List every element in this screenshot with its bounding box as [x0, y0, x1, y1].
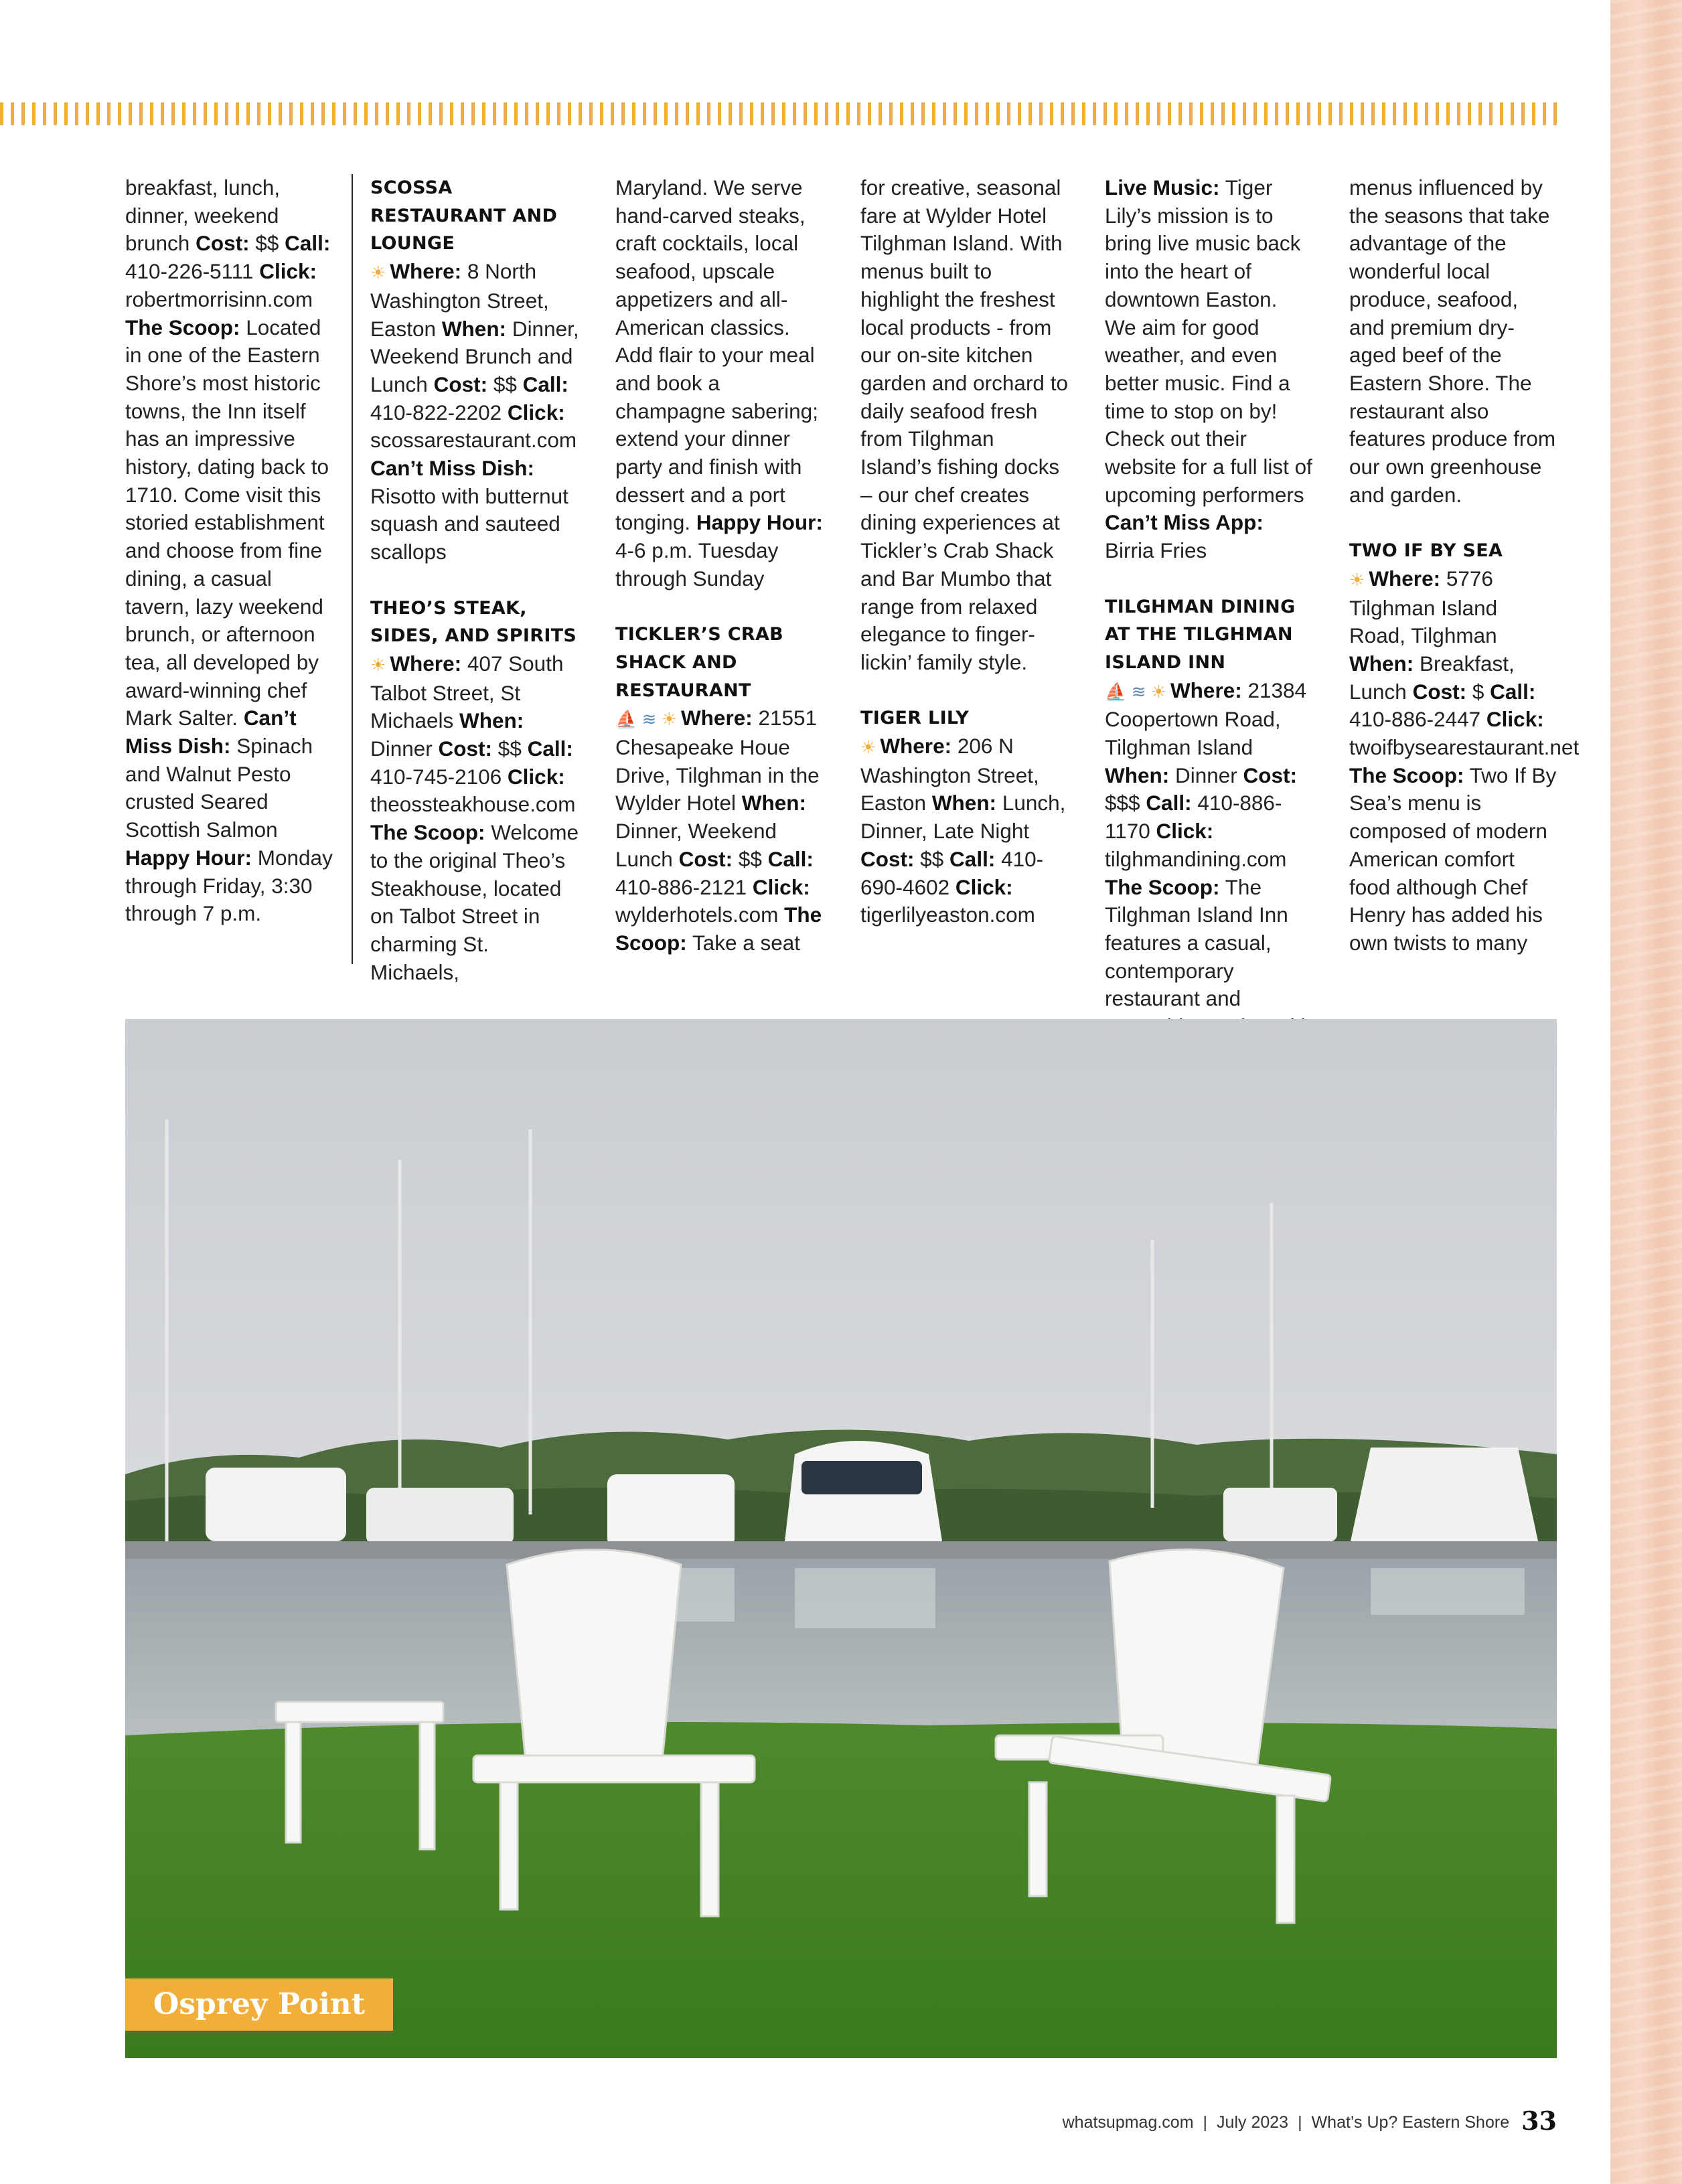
- sailboat-icon: ⛵: [1105, 681, 1127, 702]
- page-footer: [870, 2106, 1557, 2136]
- dock: [125, 1541, 1557, 1559]
- column-6: [1349, 174, 1580, 964]
- column-2: [352, 174, 579, 984]
- tilghman-dining-continued: menus influenced by the seasons that take advantage of the wonderful local produce, seafood, and premium dry-aged beef of the Eastern Shore. The restaurant also features produce from our own greenhouse and garden.: [1349, 175, 1556, 507]
- sailboat-icon: ⛵: [615, 709, 637, 730]
- tiger-lily-continued: Live Music: Tiger Lily’s mission is to bring live music back into the heart of downtown Easton. We aim for good weather, and even better music. Find a time to stop on by! Check out their website for a full list of upcoming performers Can’t Miss App: Birria Fries: [1105, 175, 1312, 563]
- waves-icon: ≋: [641, 709, 657, 730]
- sun-icon: ☀: [661, 709, 677, 730]
- listing-title-tilghman-dining: TILGHMAN DINING AT THE TILGHMAN ISLAND INN: [1105, 596, 1296, 673]
- footer-site: whatsupmag.com: [1062, 2113, 1194, 2132]
- scossa-details: ☀ Where: 8 North Washington Street, Easton When: Dinner, Weekend Brunch and Lunch Cost: $$ Call: 410-822-2202 Click: scossarestaurant.com Can’t Miss Dish: Risotto with butternut squash and sauteed scallops: [370, 259, 579, 564]
- two-if-by-sea-details: ☀ Where: 5776 Tilghman Island Road, Tilghman When: Breakfast, Lunch Cost: $ Call: 410-886-2447 Click: twoifbysearestaurant.net The Scoop: Two If By Sea’s menu is composed of modern American comfort food although Chef Henry has added his own twists to many: [1349, 566, 1580, 955]
- marina-illustration: [125, 1019, 1557, 2058]
- photo-caption: Osprey Point: [125, 1978, 393, 2031]
- footer-issue: July 2023: [1217, 2113, 1289, 2132]
- theos-details: ☀ Where: 407 South Talbot Street, St Michaels When: Dinner Cost: $$ Call: 410-745-2106 Click: theossteakhouse.com The Scoop: Welcome to the original Theo’s Steakhouse, located on Talbot Street in charming St. Michaels,: [370, 651, 579, 984]
- ticklers-details: ⛵ ≋ ☀ Where: 21551 Chesapeake Houe Drive, Tilghman in the Wylder Hotel When: Dinner, Weekend Lunch Cost: $$ Call: 410-886-2121 Click: wylderhotels.com The Scoop: Take a seat: [615, 706, 822, 955]
- icon-group: [1105, 682, 1166, 702]
- ticklers-continued: for creative, seasonal fare at Wylder Hotel Tilghman Island. With menus built to highlight the freshest local products - from our on-site kitchen garden and orchard to daily seafood fresh from Tilghman Island’s fishing docks – our chef creates dining experiences at Tickler’s Crab Shack and Bar Mumbo that range from relaxed elegance to finger-lickin’ family style.: [860, 175, 1068, 674]
- page-number: 33: [1521, 2106, 1557, 2136]
- footer-magazine: What’s Up? Eastern Shore: [1311, 2113, 1510, 2132]
- column-3: [615, 174, 824, 964]
- footer-separator: |: [1298, 2113, 1302, 2132]
- listing-title-two-if-by-sea: TWO IF BY SEA: [1349, 540, 1503, 562]
- stucco-edge-texture: [1610, 0, 1682, 2184]
- footer-separator: |: [1203, 2113, 1208, 2132]
- column-4: [860, 174, 1069, 964]
- tilghman-dining-details: ⛵ ≋ ☀ Where: 21384 Coopertown Road, Tilghman Island When: Dinner Cost: $$$ Call: 410-886-1170 Click: tilghmandining.com The Scoop: The Tilghman Island Inn features a casual, contemporary restaurant and: [1105, 678, 1307, 1011]
- sun-icon: ☀: [860, 737, 876, 758]
- listing-columns: [125, 174, 1580, 1011]
- listing-title-tiger-lily: TIGER LILY: [860, 708, 970, 729]
- listing-title-ticklers: TICKLER’S CRAB SHACK AND RESTAURANT: [615, 624, 784, 701]
- marina-photo: [125, 1019, 1557, 2058]
- sun-icon: ☀: [1349, 569, 1365, 590]
- waves-icon: ≋: [1131, 681, 1146, 702]
- decorative-dash-rule: [0, 102, 1560, 125]
- sun-icon: ☀: [370, 262, 386, 283]
- icon-group: [615, 709, 677, 729]
- column-5: [1105, 174, 1314, 1011]
- robert-morris-inn-details: breakfast, lunch, dinner, weekend brunch Cost: $$ Call: 410-226-5111 Click: robertmorrisinn.com The Scoop: Located in one of the Eastern Shore’s most historic towns, the Inn itself has an impressive history, dating back to 1710. Come visit this storied establishment and choose from fine dining, a casual tavern, lazy weekend brunch, or afternoon tea, all developed by award-winning chef Mark Salter. Can’t Miss Dish: Spinach and Walnut Pesto crusted Seared Scottish Salmon Happy Hour: Monday through Friday, 3:30 through 7 p.m.: [125, 175, 333, 926]
- sun-icon: ☀: [1150, 681, 1166, 702]
- tiger-lily-details: ☀ Where: 206 N Washington Street, Easton When: Lunch, Dinner, Late Night Cost: $$ Call: 410-690-4602 Click: tigerlilyeaston.com: [860, 734, 1066, 927]
- sun-icon: ☀: [370, 654, 386, 675]
- listing-title-scossa: SCOSSA RESTAURANT AND LOUNGE: [370, 177, 558, 254]
- column-1: [125, 174, 334, 964]
- theos-continued: Maryland. We serve hand-carved steaks, craft cocktails, local seafood, upscale appetizers and all-American classics. Add flair to your meal and book a champagne sabering; extend your dinner party and finish with dessert and a port tonging. Happy Hour: 4-6 p.m. Tuesday through Sunday: [615, 175, 823, 591]
- listing-title-theos: THEO’S STEAK, SIDES, AND SPIRITS: [370, 597, 577, 647]
